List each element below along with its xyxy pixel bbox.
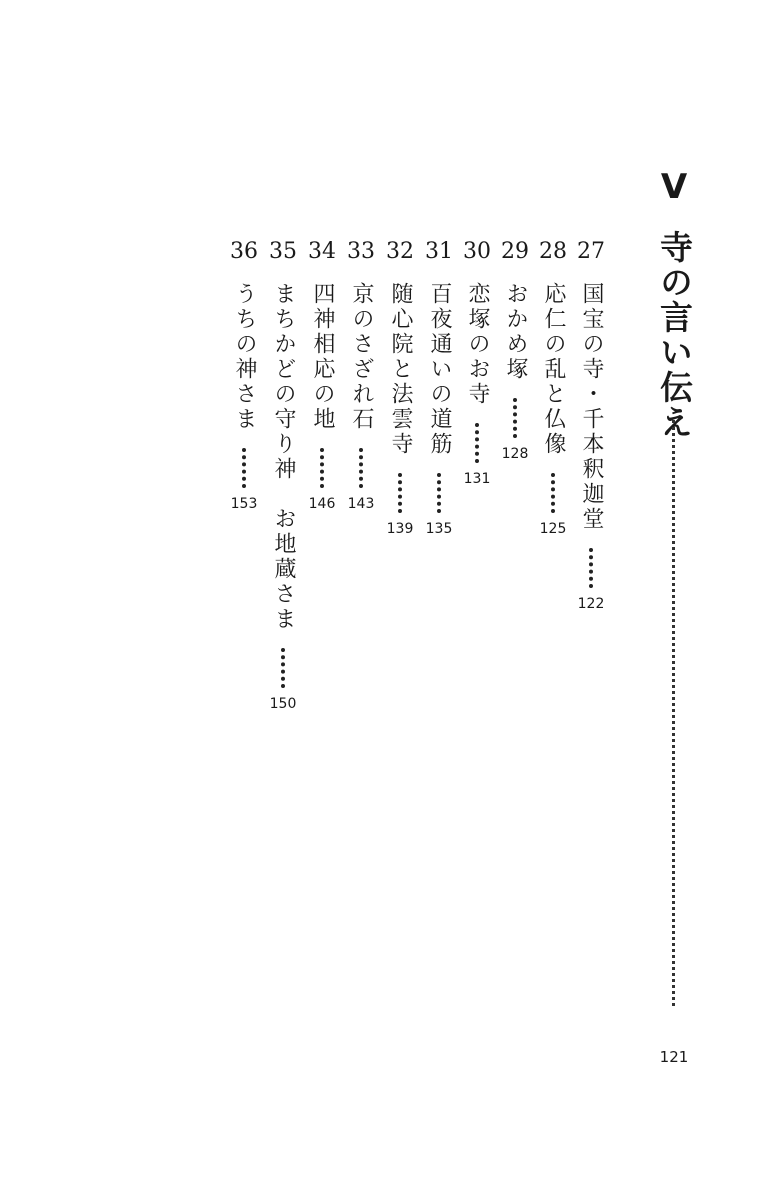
- entry-page-number: 122: [577, 596, 605, 612]
- entry-title: 京のさざれ石: [349, 282, 374, 432]
- entry-number: 32: [386, 239, 414, 264]
- toc-entry-28[interactable]: [534, 238, 572, 537]
- chapter-number: V: [660, 167, 688, 207]
- entry-dot-leader: [242, 448, 246, 488]
- entry-page-number: 128: [501, 446, 529, 462]
- entry-title: 恋塚のお寺: [465, 282, 490, 407]
- entry-page-number: 139: [386, 521, 414, 537]
- entry-dot-leader: [398, 473, 402, 513]
- chapter-title: 寺の言い伝え: [655, 230, 694, 440]
- entry-dot-leader: [281, 648, 285, 688]
- toc-entry-30[interactable]: [458, 238, 496, 487]
- entry-page-number: 125: [539, 521, 567, 537]
- entry-dot-leader: [359, 448, 363, 488]
- entry-number: 34: [308, 239, 336, 264]
- toc-entry-35[interactable]: [264, 238, 302, 712]
- toc-entry-32[interactable]: [381, 238, 419, 537]
- entry-number: 35: [269, 239, 297, 264]
- entry-title: 百夜通いの道筋: [427, 282, 452, 457]
- entry-title: うちの神さま: [232, 282, 257, 432]
- entry-number: 27: [577, 239, 605, 264]
- chapter-page-number: 121: [659, 1048, 689, 1066]
- entry-number: 31: [425, 239, 453, 264]
- toc-entry-33[interactable]: [342, 238, 380, 512]
- entry-page-number: 135: [425, 521, 453, 537]
- entry-dot-leader: [513, 398, 517, 438]
- entry-page-number: 150: [269, 696, 297, 712]
- toc-entry-36[interactable]: [225, 238, 263, 512]
- entry-page-number: 153: [230, 496, 258, 512]
- entry-number: 33: [347, 239, 375, 264]
- chapter-dot-leader: [672, 420, 675, 1006]
- entry-title: 国宝の寺・千本釈迦堂: [579, 282, 604, 532]
- chapter-heading: [646, 168, 702, 1068]
- entry-title: 四神相応の地: [310, 282, 335, 432]
- entry-number: 28: [539, 239, 567, 264]
- toc-entry-29[interactable]: [496, 238, 534, 462]
- entry-title: おかめ塚: [503, 282, 528, 382]
- entry-dot-leader: [475, 423, 479, 463]
- entry-page-number: 143: [347, 496, 375, 512]
- entry-title: 応仁の乱と仏像: [541, 282, 566, 457]
- entry-dot-leader: [437, 473, 441, 513]
- entry-dot-leader: [551, 473, 555, 513]
- entry-dot-leader: [589, 548, 593, 588]
- entry-title: まちかどの守り神 お地蔵さま: [271, 282, 296, 632]
- entry-dot-leader: [320, 448, 324, 488]
- entry-number: 29: [501, 239, 529, 264]
- entry-number: 30: [463, 239, 491, 264]
- entry-number: 36: [230, 239, 258, 264]
- toc-entry-27[interactable]: [572, 238, 610, 612]
- entry-title: 随心院と法雲寺: [388, 282, 413, 457]
- entry-page-number: 146: [308, 496, 336, 512]
- toc-entry-31[interactable]: [420, 238, 458, 537]
- entry-page-number: 131: [463, 471, 491, 487]
- toc-entry-34[interactable]: [303, 238, 341, 512]
